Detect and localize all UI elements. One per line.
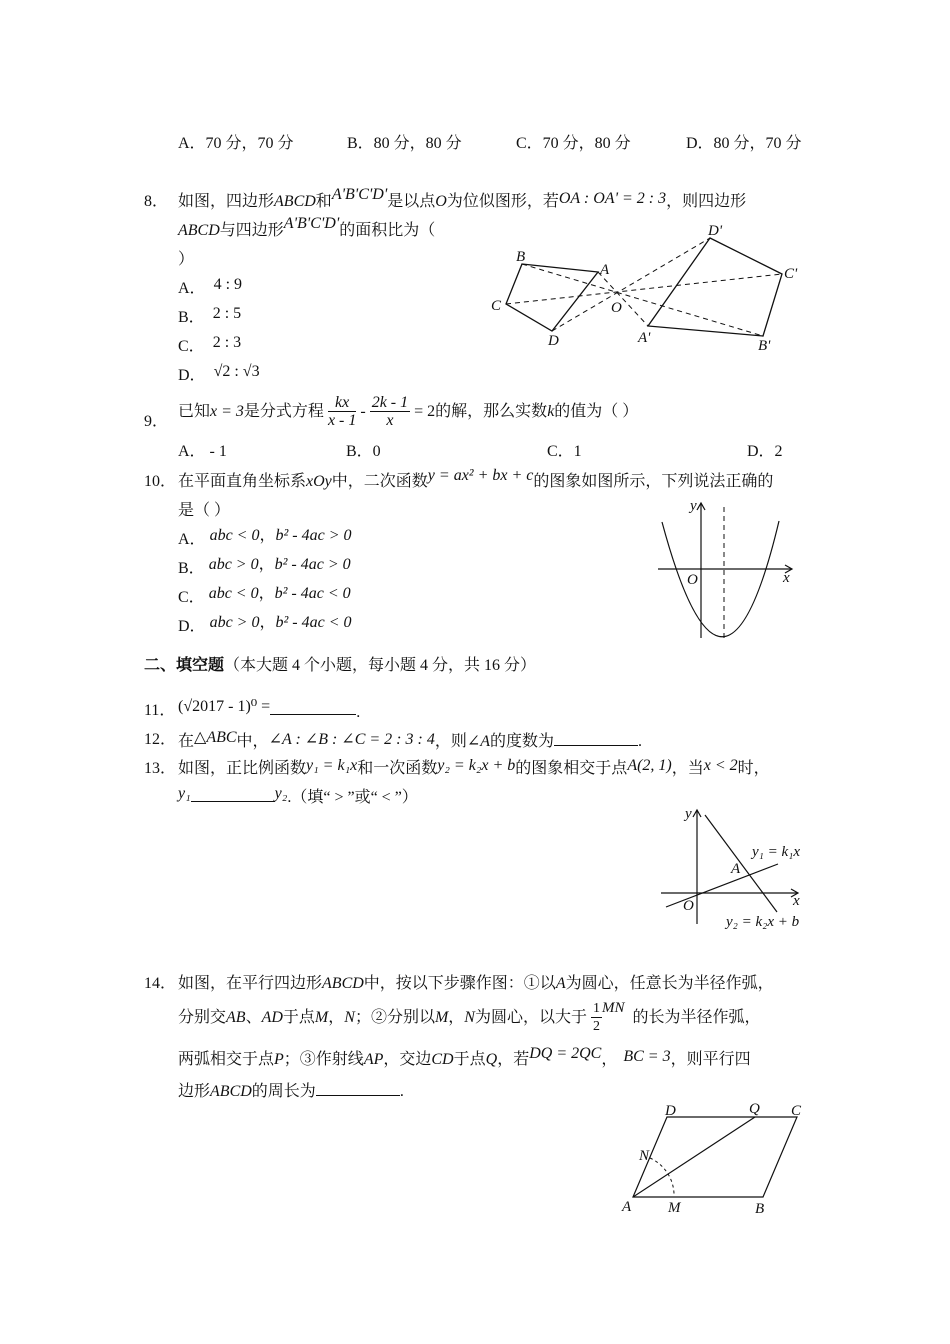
q9-fraction-1: $\frac{kx}{x - 1}$ [327, 394, 357, 429]
q14-arc-mn [650, 1158, 674, 1197]
q11-answer-blank [270, 699, 356, 715]
q10-option-c: C． abc < 0，b² - 4ac < 0 [178, 585, 351, 606]
q14-label-m: M [668, 1200, 681, 1216]
q10-y-arrow [697, 503, 705, 510]
q8-label-dprime: D' [708, 223, 723, 239]
q9-number: 9． [144, 413, 169, 430]
q13-line1: 如图，正比例函数y₁ = k₁x和一次函数y₂ = k₂x + b的图象相交于点A(2, 1)，当x < 2时， [178, 757, 770, 777]
q7-option-c: C．70 分，80 分 [516, 135, 631, 152]
q14-parallelogram [633, 1117, 797, 1197]
q9-option-c: C．1 [547, 443, 582, 460]
q8-label-d: D [548, 333, 559, 349]
q13-y-arrow [693, 810, 701, 817]
q13-line2: y₁ y₂.（填“ > ”或“ < ”） [178, 785, 418, 806]
q14-label-c: C [791, 1103, 802, 1119]
q8-option-d: D． √2 : √3 [178, 363, 260, 384]
q13-answer-blank [191, 786, 275, 802]
q10-option-d: D． abc > 0，b² - 4ac < 0 [178, 614, 352, 635]
section-2-heading: 二、填空题（本大题 4 个小题，每小题 4 分，共 16 分） [144, 657, 537, 674]
q8-quad-abcd [506, 264, 598, 331]
q13-x-arrow [791, 889, 798, 897]
q12-answer-blank [554, 730, 638, 746]
q14-label-a: A [622, 1199, 632, 1215]
q10-x-arrow [785, 565, 792, 573]
q12-statement: 在△ABC中，∠A : ∠B : ∠C = 2 : 3 : 4，则∠A的度数为 . [178, 729, 643, 750]
q10-option-a: A． abc < 0，b² - 4ac > 0 [178, 527, 352, 548]
q13-line-y1 [666, 864, 778, 907]
q13-number: 13． [144, 760, 177, 777]
q9-option-a: A． - 1 [178, 443, 227, 460]
q13-label-line2: y₂ = k₂x + b [726, 914, 800, 930]
q14-half-fraction: $\frac{1}{2}$ [592, 1001, 600, 1034]
q10-label-y: y [690, 498, 697, 514]
q13-label-x: x [793, 893, 800, 909]
q10-label-x: x [783, 570, 790, 586]
q14-number: 14． [144, 975, 177, 992]
q14-label-b: B [755, 1201, 765, 1217]
q14-line1: 如图，在平行四边形ABCD中，按以下步骤作图：①以A为圆心，任意长为半径作弧， [178, 975, 774, 992]
q14-line2: 分别交AB、AD于点M，N；②分别以M，N为圆心，以大于 $\frac{1}{2}$ MN 的长为半径作弧， [178, 1000, 761, 1034]
q8-close: ） [178, 251, 195, 268]
q13-label-y: y [685, 806, 692, 822]
q7-option-d: D．80 分，70 分 [686, 135, 802, 152]
q8-number: 8． [144, 193, 169, 210]
q8-label-cprime: C' [784, 266, 798, 282]
q8-line2: ABCD与四边形A'B'C'D'的面积比为（ [178, 215, 436, 239]
q8-label-a: A [600, 262, 610, 278]
q9-option-d: D．2 [747, 443, 783, 460]
q13-label-line1: y₁ = k₁x [752, 844, 801, 860]
q10-line1: 在平面直角坐标系xOy中，二次函数y = ax² + bx + c的图象如图所示，下列说法正确的 [178, 467, 774, 490]
q8-label-b: B [516, 249, 526, 265]
q8-quad-aprime [648, 238, 782, 336]
q8-dashed-rays [506, 238, 782, 336]
q10-parabola [662, 521, 779, 637]
q8-label-c: C [491, 298, 502, 314]
q10-label-o: O [687, 572, 698, 588]
q14-label-q: Q [749, 1101, 760, 1117]
q8-option-b: B． 2 : 5 [178, 305, 242, 326]
q8-label-bprime: B' [758, 338, 771, 354]
q12-number: 12． [144, 731, 177, 748]
q9-fraction-2: $\frac{2k - 1}{x}$ [371, 394, 409, 429]
q8-label-aprime: A' [638, 330, 651, 346]
q7-option-a: A．70 分，70 分 [178, 135, 294, 152]
q14-line4: 边形ABCD的周长为 . [178, 1080, 404, 1102]
q8-option-a: A． 4 : 9 [178, 276, 243, 297]
q13-label-o: O [683, 898, 694, 914]
q10-number: 10． [144, 473, 177, 490]
q11-number: 11． [144, 702, 176, 719]
q13-line-y2 [705, 815, 777, 912]
q8-line1: 如图，四边形ABCD和A'B'C'D'是以点O为位似图形，若OA : OA' = 2 : 3，则四边形 [178, 186, 747, 210]
q14-ray-aq [633, 1117, 755, 1197]
q9-option-b: B．0 [346, 443, 381, 460]
q11-statement: (√2017 - 1)⁰ = . [178, 698, 361, 721]
q10-line2: 是（ ） [178, 502, 231, 519]
q8-label-o: O [611, 300, 622, 316]
q14-label-d: D [665, 1103, 676, 1119]
q8-option-c: C． 2 : 3 [178, 334, 242, 355]
q10-option-b: B． abc > 0，b² - 4ac > 0 [178, 556, 351, 577]
q9-statement: 已知x = 3是分式方程 $\frac{kx}{x - 1}$ - $\frac{2k - 1}{x}$ = 2的解，那么实数k的值为（ ） [178, 394, 639, 429]
q14-label-n: N [639, 1148, 650, 1164]
q14-line3: 两弧相交于点P；③作射线AP，交边CD于点Q，若DQ = 2QC， BC = 3，则平行四 [178, 1045, 751, 1068]
q7-option-b: B．80 分，80 分 [347, 135, 462, 152]
q14-answer-blank [316, 1080, 400, 1096]
q13-label-a: A [731, 861, 741, 877]
